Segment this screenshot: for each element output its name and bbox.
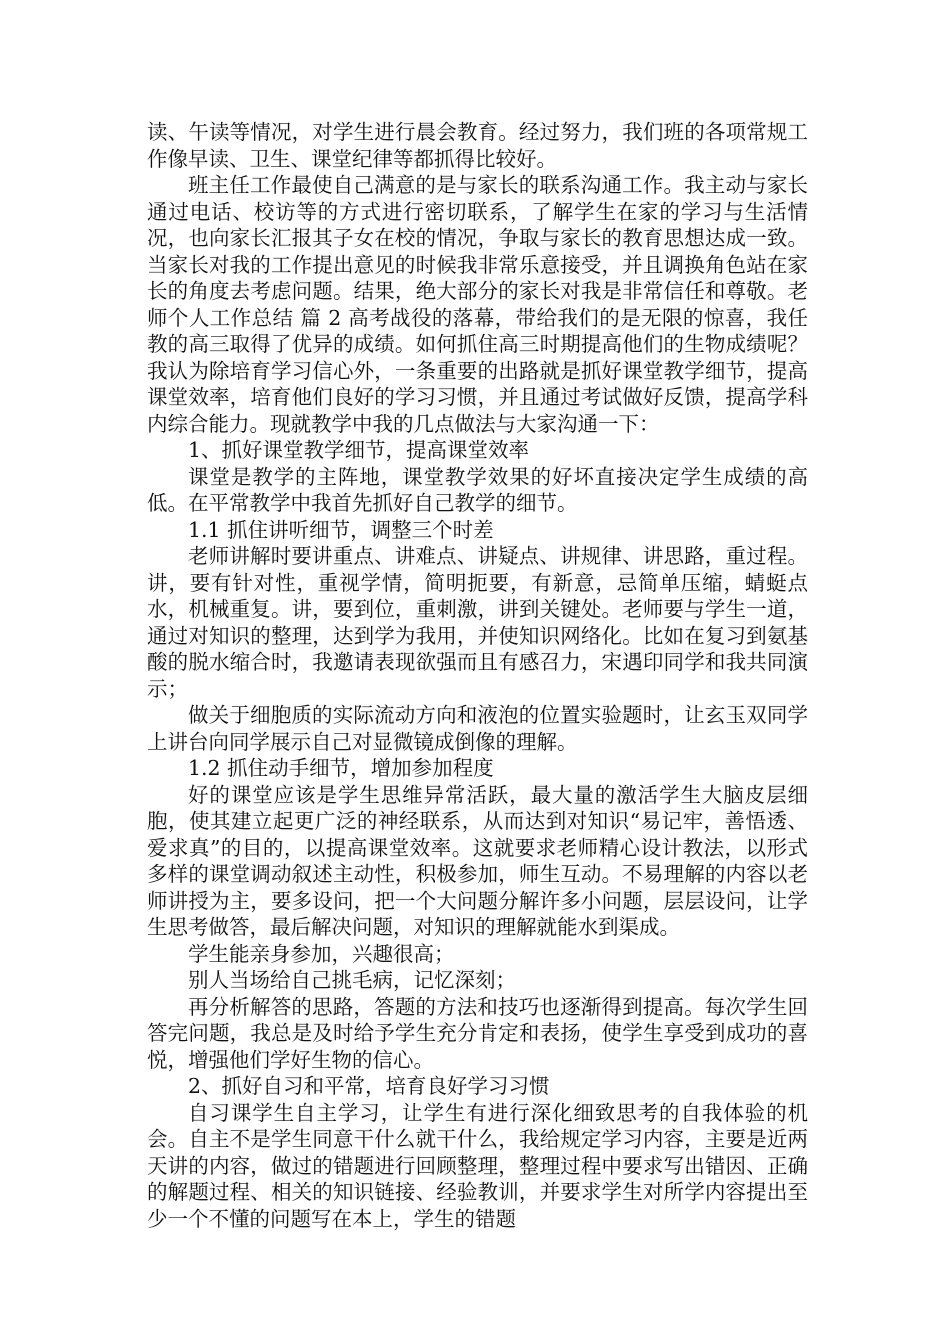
paragraph-participation: 学生能亲身参加，兴趣很高； [188, 941, 455, 966]
heading-section-1: 1、抓好课堂教学细节，提高课堂效率 [188, 438, 530, 462]
paragraph-memory: 别人当场给自己挑毛病，记忆深刻； [188, 968, 516, 992]
heading-section-1-2: 1.2 抓住动手细节，增加参加程度 [188, 756, 494, 780]
paragraph-self-study: 自习课学生自主学习，让学生有进行深化细致思考的自我体验的机会。自主不是学生同意干什么就干什么，我给规定学习内容，主要是近两天讲的内容，做过的错题进行回顾整理，整理过程中要求写出错因、正确的解题过程、相关的知识链接、经验教训，并要求学生对所学内容提出至少一个不懂的问题写在本上，学生的错题 [147, 1100, 808, 1231]
heading-section-1-1: 1.1 抓住讲听细节，调整三个时差 [188, 517, 494, 542]
paragraph-analysis: 再分析解答的思路，答题的方法和技巧也逐渐得到提高。每次学生回答完问题，我总是及时给予学生充分肯定和表扬，使学生享受到成功的喜悦，增强他们学好生物的信心。 [147, 994, 808, 1072]
paragraph-class-routine: 读、午读等情况，对学生进行晨会教育。经过努力，我们班的各项常规工作像早读、卫生、课堂纪律等都抓得比较好。 [147, 120, 808, 171]
paragraph-good-classroom: 好的课堂应该是学生思维异常活跃，最大量的激活学生大脑皮层细胞，使其建立起更广泛的神经联系，从而达到对知识“易记牢，善悟透、爱求真”的目的，以提高课堂效率。这就要求老师精心设计教法，以形式多样的课堂调动叙述主动性，积极参加，师生互动。不易理解的内容以老师讲授为主，要多设问，把一个大问题分解许多小问题，层层设问，让学生思考做答，最后解决问题，对知识的理解就能水到渠成。 [147, 782, 808, 939]
heading-section-2: 2、抓好自习和平常，培育良好学习习惯 [188, 1074, 550, 1098]
document-body [147, 119, 808, 1232]
paragraph-cytoplasm-experiment: 做关于细胞质的实际流动方向和液泡的位置实验题时，让玄玉双同学上讲台向同学展示自己对显微镜成倒像的理解。 [147, 703, 808, 754]
paragraph-classroom-main: 课堂是教学的主阵地，课堂教学效果的好坏直接决定学生成绩的高低。在平常教学中我首先抓好自己教学的细节。 [147, 464, 808, 515]
paragraph-parent-communication: 班主任工作最使自己满意的是与家长的联系沟通工作。我主动与家长通过电话、校访等的方式进行密切联系，了解学生在家的学习与生活情况，也向家长汇报其子女在校的情况，争取与家长的教育思想达成一致。当家长对我的工作提出意见的时候我非常乐意接受，并且调换角色站在家长的角度去考虑问题。结果，绝大部分的家长对我是非常信任和尊敬。老师个人工作总结 篇 2 高考战役的落幕，带给我们的是无限的惊喜，我任教的高三取得了优异的成绩。如何抓住高三时期提高他们的生物成绩呢？我认为除培育学习信心外，一条重要的出路就是抓好课堂教学细节，提高课堂效率，培育他们良好的学习习惯，并且通过考试做好反馈，提高学科内综合能力。现就教学中我的几点做法与大家沟通一下： [147, 173, 808, 436]
paragraph-teacher-explanation: 老师讲解时要讲重点、讲难点、讲疑点、讲规律、讲思路，重过程。讲，要有针对性，重视学情，简明扼要，有新意，忌简单压缩，蜻蜓点水，机械重复。讲，要到位，重刺激，讲到关键处。老师要与学生一道，通过对知识的整理，达到学为我用，并使知识网络化。比如在复习到氨基酸的脱水缩合时，我邀请表现欲强而且有感召力，宋遇印同学和我共同演示； [147, 544, 808, 701]
